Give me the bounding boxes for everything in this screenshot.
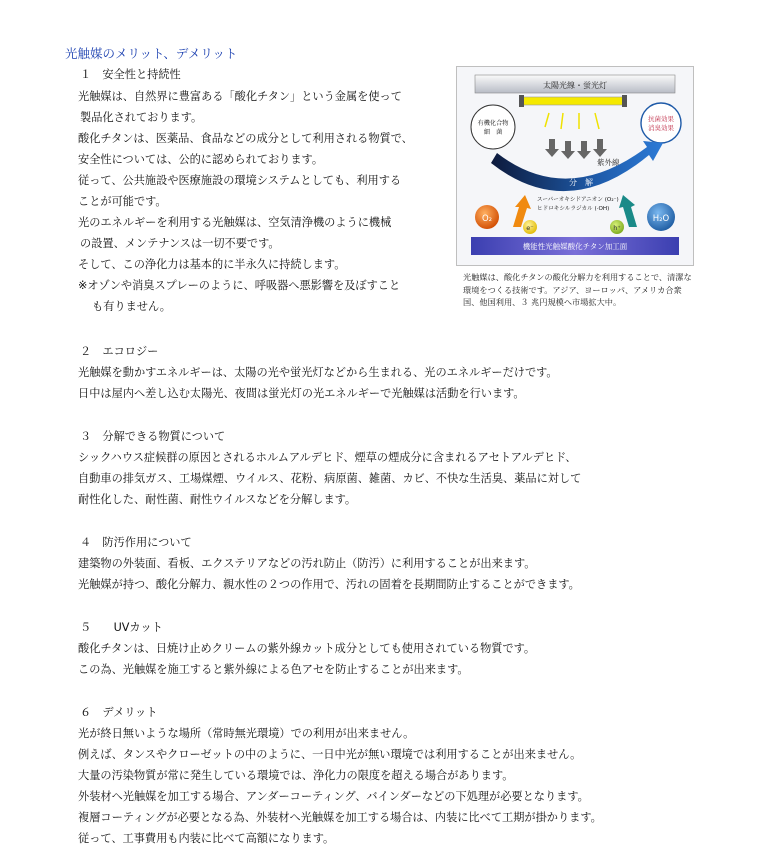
light-rays [545, 113, 599, 129]
organic-compounds-bubble [471, 105, 515, 149]
section-1-line: 安全性については、公的に認められております。 [78, 153, 324, 166]
section-1-line: ことが可能です。 [78, 195, 167, 208]
section-1-line: 製品化されております。 [80, 111, 203, 124]
section-6-line: 光が終日無いような場所（常時無光環境）での利用が出来ません。 [78, 727, 415, 740]
section-5-line: この為、光触媒を施工すると紫外線による色アセを防止することが出来ます。 [78, 663, 469, 676]
antibacterial-bubble [641, 103, 681, 143]
section-1-heading: １ 安全性と持続性 [80, 68, 181, 81]
section-1-line: 酸化チタンは、医薬品、食品などの成分として利用される物質で、 [78, 132, 413, 145]
section-4-heading: ４ 防汚作用について [80, 536, 192, 549]
lamp-tube [523, 97, 623, 105]
section-6-heading: ６ デメリット [80, 706, 158, 719]
section-6-line: 大量の汚染物質が常に発生している環境では、浄化力の限度を超える場合があります。 [78, 769, 514, 782]
section-6-line: 例えば、タンスやクローゼットの中のように、一日中光が無い環境では利用することが出来ません。 [78, 748, 582, 761]
section-3-line: 自動車の排気ガス、工場煤煙、ウイルス、花粉、病原菌、雑菌、カビ、不快な生活臭、薬品に対して [78, 472, 582, 485]
section-4-line: 光触媒が持つ、酸化分解力、親水性の２つの作用で、汚れの固着を長期間防止することができます。 [78, 578, 580, 591]
section-1-line: 従って、公共施設や医療施設の環境システムとしても、利用する [78, 174, 402, 187]
section-1-line: の設置、メンテナンスは一切不要です。 [80, 237, 280, 250]
svg-text:消臭効果: 消臭効果 [648, 124, 674, 132]
svg-text:H₂O: H₂O [652, 214, 670, 224]
section-1-line: ※オゾンや消臭スプレーのように、呼吸器へ悪影響を及ぼすこと [78, 279, 401, 292]
decompose-label: 分 解 [569, 178, 593, 187]
svg-text:細 菌: 細 菌 [483, 129, 503, 136]
svg-text:スーパーオキシドアニオン (O₂⁻): スーパーオキシドアニオン (O₂⁻) [537, 197, 619, 203]
uv-arrows [545, 139, 607, 159]
section-5-line: 酸化チタンは、日焼け止めクリームの紫外線カット成分としても使用されている物質です。 [78, 642, 536, 655]
svg-text:機能性光触媒酸化チタン加工面: 機能性光触媒酸化チタン加工面 [522, 242, 628, 251]
section-3-heading: ３ 分解できる物質について [80, 430, 226, 443]
photocatalyst-diagram [456, 66, 694, 266]
section-2-line: 光触媒を動かすエネルギーは、太陽の光や蛍光灯などから生まれる、光のエネルギーだけです。 [78, 366, 558, 379]
section-2-line: 日中は屋内へ差し込む太陽光、夜間は蛍光灯の光エネルギーで光触媒は活動を行います。 [78, 387, 525, 400]
svg-text:O₂: O₂ [481, 214, 493, 224]
lamp-socket-right [622, 95, 627, 107]
section-3-line: シックハウス症候群の原因とされるホルムアルデヒド、煙草の煙成分に含まれるアセトアルデヒド、 [78, 451, 577, 464]
svg-text:ヒドロキシルラジカル (·OH): ヒドロキシルラジカル (·OH) [537, 206, 610, 212]
page-title: 光触媒のメリット、デメリット [65, 46, 238, 61]
svg-text:e⁻: e⁻ [526, 224, 534, 232]
svg-text:抗菌効果: 抗菌効果 [648, 115, 674, 123]
lamp-label: 太陽光線・蛍光灯 [543, 81, 607, 90]
section-6-line: 外装材へ光触媒を加工する場合、アンダーコーティング、バインダーなどの下処理が必要となります。 [78, 790, 589, 803]
svg-text:h⁺: h⁺ [613, 224, 621, 232]
section-6-line: 複層コーティングが必要となる為、外装材へ光触媒を加工する場合は、内装に比べて工期が掛かります。 [78, 811, 602, 824]
section-1-line: そして、この浄化力は基本的に半永久に持続します。 [78, 258, 346, 271]
figure-caption: 光触媒は、酸化チタンの酸化分解力を利用することで、清潔な環境をつくる技術です。アジア、ヨーロッパ、アメリカ合衆国、他国利用、３ 兆円規模へ市場拡大中。 [463, 272, 692, 307]
svg-text:有機化合物: 有機化合物 [477, 120, 509, 127]
section-2-heading: ２ エコロジー [80, 345, 159, 358]
uv-label: 紫外線 [597, 158, 620, 167]
section-4-line: 建築物の外装面、看板、エクステリアなどの汚れ防止（防汚）に利用することが出来ます。 [78, 557, 536, 570]
lamp-socket-left [519, 95, 524, 107]
section-6-line: 従って、工事費用も内装に比べて高額になります。 [78, 832, 335, 845]
section-1-line: も有りません。 [92, 300, 171, 313]
section-3-line: 耐性化した、耐性菌、耐性ウイルスなどを分解します。 [78, 493, 357, 506]
section-1-line: 光触媒は、自然界に豊富ある「酸化チタン」という金属を使って [78, 90, 402, 103]
section-1-line: 光のエネルギーを利用する光触媒は、空気清浄機のように機械 [78, 216, 392, 229]
section-5-heading: ５ UVカット [80, 621, 163, 634]
